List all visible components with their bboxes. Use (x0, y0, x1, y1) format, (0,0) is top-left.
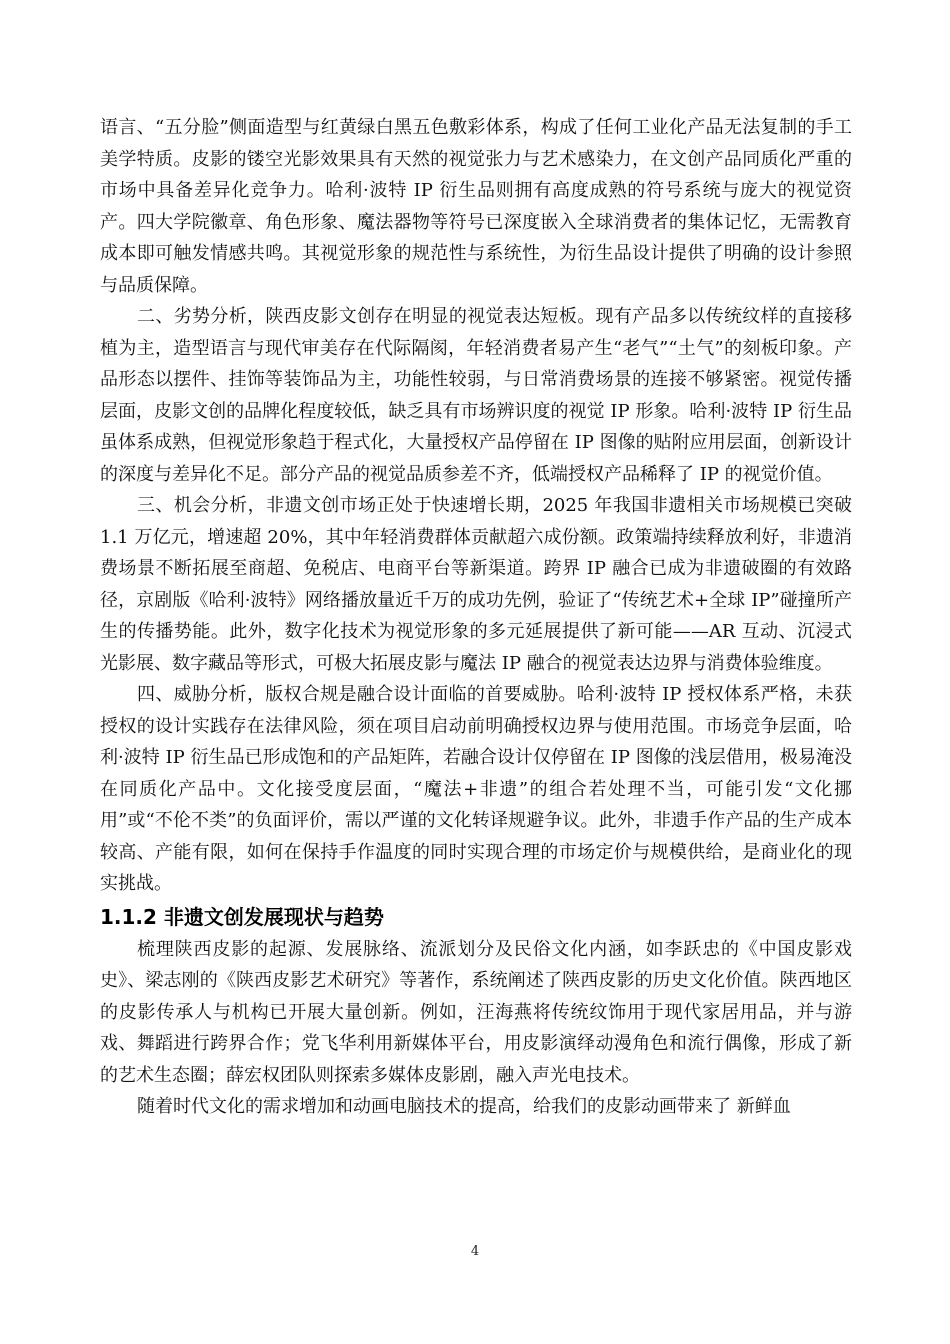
page-body (100, 112, 852, 1123)
paragraph-weakness-analysis: 二、劣势分析，陕西皮影文创存在明显的视觉表达短板。现有产品多以传统纹样的直接移植为主，造型语言与现代审美存在代际隔阂，年轻消费者易产生“老气”“土气”的刻板印象。产品形态以摆件、挂饰等装饰品为主，功能性较弱，与日常消费场景的连接不够紧密。视觉传播层面，皮影文创的品牌化程度较低，缺乏具有市场辨识度的视觉 IP 形象。哈利·波特 IP 衍生品虽体系成熟，但视觉形象趋于程式化，大量授权产品停留在 IP 图像的贴附应用层面，创新设计的深度与差异化不足。部分产品的视觉品质参差不齐，低端授权产品稀释了 IP 的视觉价值。 (100, 306, 852, 485)
paragraph-strengths-continued: 语言、“五分脸”侧面造型与红黄绿白黑五色敷彩体系，构成了任何工业化产品无法复制的手工美学特质。皮影的镂空光影效果具有天然的视觉张力与艺术感染力，在文创产品同质化严重的市场中具备差异化竞争力。哈利·波特 IP 衍生品则拥有高度成熟的符号系统与庞大的视觉资产。四大学院徽章、角色形象、魔法器物等符号已深度嵌入全球消费者的集体记忆，无需教育成本即可触发情感共鸣。其视觉形象的规范性与系统性，为衍生品设计提供了明确的设计参照与品质保障。 (100, 117, 852, 296)
paragraph-opportunity-analysis: 三、机会分析，非遗文创市场正处于快速增长期，2025 年我国非遗相关市场规模已突破 1.1 万亿元，增速超 20%，其中年轻消费群体贡献超六成份额。政策端持续释放利好，非遗消费场景不断拓展至商超、免税店、电商平台等新渠道。跨界 IP 融合已成为非遗破圈的有效路径，京剧版《哈利·波特》网络播放量近千万的成功先例，验证了“传统艺术+全球 IP”碰撞所产生的传播势能。此外，数字化技术为视觉形象的多元延展提供了新可能——AR 互动、沉浸式光影展、数字藏品等形式，可极大拓展皮影与魔法 IP 融合的视觉表达边界与消费体验维度。 (100, 495, 852, 674)
page-number: 4 (470, 1244, 480, 1259)
paragraph-animation-trend: 随着时代文化的需求增加和动画电脑技术的提高，给我们的皮影动画带来了 新鲜血 (137, 1096, 791, 1117)
section-heading: 1.1.2 非遗文创发展现状与趋势 (100, 904, 384, 929)
paragraph-threat-analysis: 四、威胁分析，版权合规是融合设计面临的首要威胁。哈利·波特 IP 授权体系严格，未获授权的设计实践存在法律风险，须在项目启动前明确授权边界与使用范围。市场竞争层面，哈利·波特 IP 衍生品已形成饱和的产品矩阵，若融合设计仅停留在 IP 图像的浅层借用，极易淹没在同质化产品中。文化接受度层面，“魔法+非遗”的组合若处理不当，可能引发“文化挪用”或“不伦不类”的负面评价，需以严谨的文化转译规避争议。此外，非遗手作产品的生产成本较高、产能有限，如何在保持手作温度的同时实现合理的市场定价与规模供给，是商业化的现实挑战。 (100, 684, 852, 894)
paragraph-shadow-puppet-research: 梳理陕西皮影的起源、发展脉络、流派划分及民俗文化内涵，如李跃忠的《中国皮影戏史》、梁志刚的《陕西皮影艺术研究》等著作，系统阐述了陕西皮影的历史文化价值。陕西地区的皮影传承人与机构已开展大量创新。例如，汪海燕将传统纹饰用于现代家居用品，并与游戏、舞蹈进行跨界合作；党飞华利用新媒体平台，用皮影演绎动漫角色和流行偶像，形成了新的艺术生态圈；薛宏权团队则探索多媒体皮影剧，融入声光电技术。 (100, 938, 852, 1086)
